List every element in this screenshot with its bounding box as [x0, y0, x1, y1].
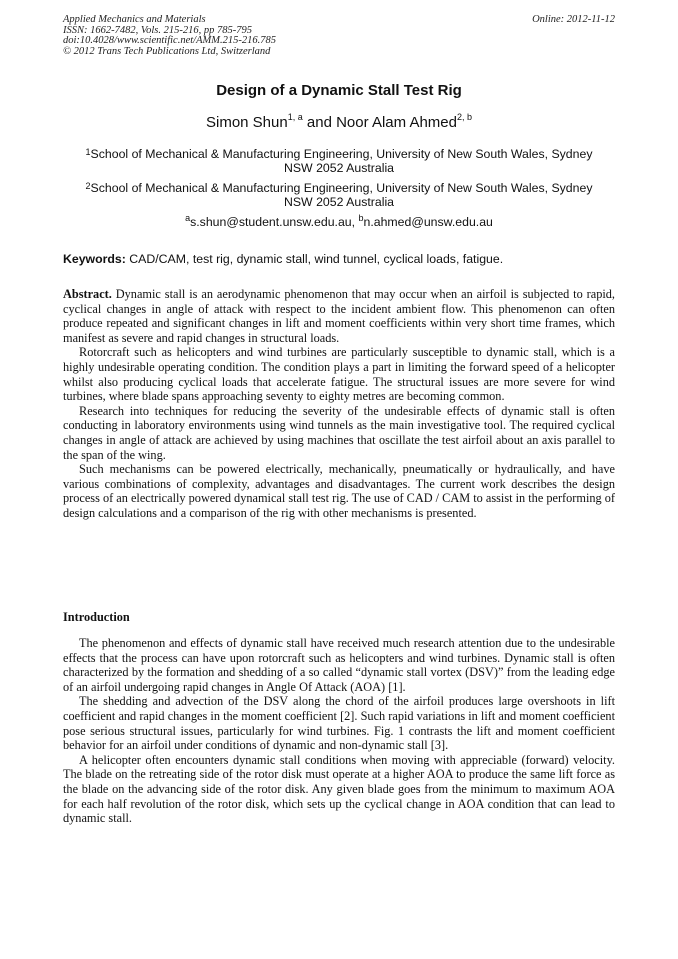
online-date: Online: 2012-11-12: [532, 14, 615, 25]
email-address: s.shun@student.unsw.edu.au,: [190, 215, 359, 229]
keywords-text: CAD/CAM, test rig, dynamic stall, wind tunnel, cyclical loads, fatigue.: [125, 252, 504, 266]
keywords: [63, 252, 615, 266]
body-paragraph: A helicopter often encounters dynamic stall conditions when moving with appreciable (forward) velocity. The blade on the retreating side of the rotor disk must operate at a higher AOA to produce the same lift force as the blade on the advancing side of the rotor disk. Any given blade goes from the minimum to maximum AOA for each half revolution of the rotor disk, which sets up the cyclical change in AOA condition that can lead to dynamic stall.: [63, 752, 615, 826]
abstract: [63, 287, 615, 521]
journal-doi: doi:10.4028/www.scientific.net/AMM.215-216.785: [63, 35, 276, 47]
abstract-paragraph: Research into techniques for reducing the severity of the undesirable effects of dynamic stall is often conducting in laboratory environments using wind tunnels as the main investigative tool. The required cyclical changes in angle of attack are achieved by using machines that oscillate the test airfoil about an axis parallel to the span of the wing.: [63, 403, 615, 462]
author-superscript: 1, a: [287, 112, 303, 122]
affiliation-text: School of Mechanical & Manufacturing Engineering, University of New South Wales, Sydney NSW 2052 Australia: [90, 147, 593, 175]
affiliation-2: [75, 181, 603, 209]
author-line: [0, 114, 678, 131]
author-emails: [0, 215, 678, 229]
email-superscript: a: [185, 213, 191, 223]
journal-copyright: © 2012 Trans Tech Publications Ltd, Switzerland: [63, 45, 271, 57]
journal-issn: ISSN: 1662-7482, Vols. 215-216, pp 785-795: [63, 24, 252, 36]
abstract-paragraph: Such mechanisms can be powered electrically, mechanically, pneumatically or hydraulically, and have various combinations of complexity, advantages and disadvantages. The current work describes the design process of an electrically powered dynamical stall test rig. The use of CAD / CAM to assist in the performing of design calculations and a comparison of the rig with other mechanisms is presented.: [63, 462, 615, 520]
journal-header: [63, 15, 615, 57]
affiliation-superscript: 1: [85, 147, 91, 157]
section-heading: Introduction: [63, 610, 130, 624]
author-name: Noor Alam Ahmed: [336, 114, 457, 131]
keywords-label: Keywords:: [63, 252, 126, 266]
journal-name: Applied Mechanics and Materials: [63, 14, 206, 25]
abstract-paragraph: Rotorcraft such as helicopters and wind turbines are particularly susceptible to dynamic stall, which is a highly undesirable operating condition. The condition plays a part in limiting the forward speed of a helicopter whilst also producing cyclical loads that accelerate fatigue. The structural issues are more severe for wind turbines, where blade spans approaching seventy to eighty metres are becoming common.: [63, 345, 615, 404]
body-paragraph: The shedding and advection of the DSV along the chord of the airfoil produces large overshoots in lift coefficient and rapid changes in the moment coefficient [2]. Such rapid variations in lift and moment coefficient pose serious structural issues, particularly for wind turbines. Fig. 1 contrasts the lift and moment coefficient behavior for an airfoil under conditions of dynamic and non-dynamic stall [3].: [63, 694, 615, 753]
abstract-paragraph: [63, 287, 615, 345]
author-name: Simon Shun: [205, 114, 288, 131]
affiliation-text: School of Mechanical & Manufacturing Engineering, University of New South Wales, Sydney NSW 2052 Australia: [90, 181, 593, 209]
introduction-section: [63, 636, 615, 826]
author-superscript: 2, b: [457, 112, 473, 122]
affiliation-1: [75, 147, 603, 175]
paper-title: Design of a Dynamic Stall Test Rig: [216, 82, 462, 99]
abstract-text: Dynamic stall is an aerodynamic phenomenon that may occur when an airfoil is subjected to rapid, cyclical changes in angle of attack with respect to the incident ambient flow. This phenomenon can often produce repeated and significant changes in lift and moment coefficients within very short time frames, which manifest as severe and rapid changes in structural loads.: [63, 287, 615, 345]
body-paragraph: The phenomenon and effects of dynamic stall have received much research attention due to the undesirable effects that the process can have upon rotorcraft such as helicopters and wind turbines. Dynamic stall is often characterized by the formation and shedding of a so called “dynamic stall vortex (DSV)” from the leading edge of an airfoil undergoing rapid changes in Angle Of Attack (AOA) [1].: [63, 636, 615, 694]
abstract-label: Abstract.: [63, 287, 112, 301]
email-address: n.ahmed@unsw.edu.au: [363, 215, 493, 229]
author-conjunction: and: [302, 114, 337, 131]
email-superscript: b: [358, 213, 364, 223]
affiliation-superscript: 2: [85, 181, 91, 191]
